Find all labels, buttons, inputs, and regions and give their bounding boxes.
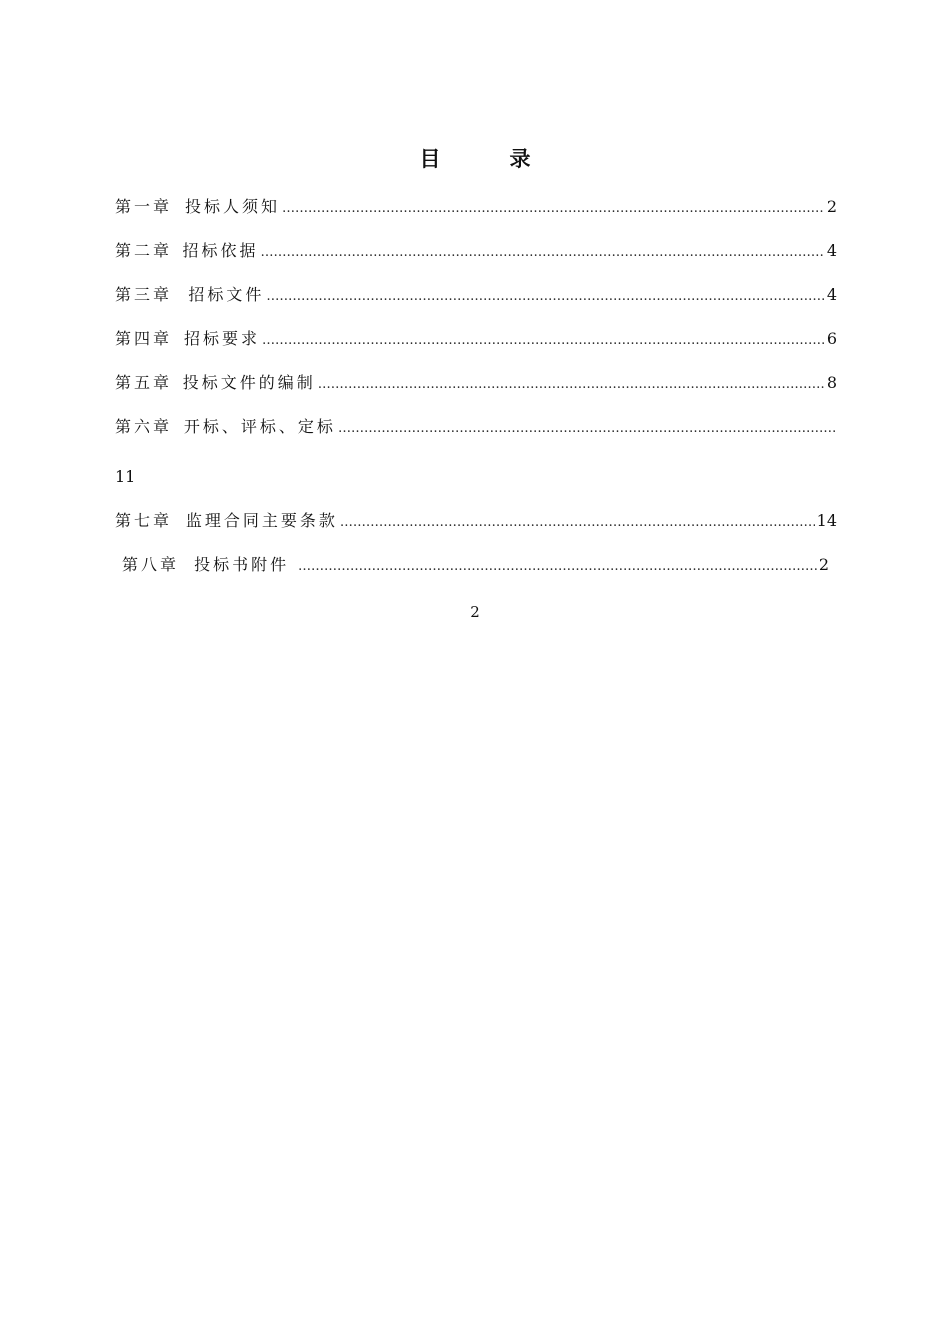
page-number: 2 — [470, 603, 480, 621]
toc-page-number: 4 — [826, 285, 837, 304]
toc-label: 投标人须知 — [184, 197, 280, 216]
toc-page-number: 6 — [826, 329, 837, 348]
toc-chapter: 第八章 — [122, 555, 180, 574]
toc-page-number: 11 — [115, 467, 136, 486]
toc-label: 招标要求 — [183, 329, 260, 348]
toc-chapter: 第一章 — [115, 197, 173, 216]
toc-label: 招标文件 — [188, 285, 265, 304]
toc-chapter: 第三章 — [115, 285, 173, 304]
toc-chapter: 第七章 — [115, 511, 173, 530]
toc-page-number: 8 — [826, 373, 837, 392]
toc-entry[interactable] — [115, 414, 837, 440]
toc-leader-dots — [282, 196, 825, 220]
toc-entry[interactable] — [115, 194, 837, 220]
toc-label: 招标依据 — [182, 241, 259, 260]
toc-page-number: 2 — [818, 555, 829, 574]
toc-leader-dots — [266, 284, 824, 308]
toc-page-number: 4 — [826, 241, 837, 260]
toc-entry[interactable] — [115, 508, 837, 534]
toc-page-number: 14 — [816, 511, 837, 530]
toc-leader-dots — [338, 416, 837, 440]
toc-title: 目 录 — [419, 147, 555, 171]
toc-leader-dots — [318, 372, 825, 396]
toc-page-number: 2 — [826, 197, 837, 216]
toc-chapter: 第五章 — [115, 373, 173, 392]
toc-chapter: 第六章 — [115, 417, 173, 436]
toc-entry[interactable] — [122, 552, 829, 578]
toc-leader-dots — [262, 328, 825, 352]
toc-entry[interactable] — [115, 326, 837, 352]
toc-label: 投标文件的编制 — [182, 373, 316, 392]
toc-entry[interactable] — [115, 370, 837, 396]
toc-label: 开标、评标、定标 — [183, 417, 336, 436]
toc-leader-dots — [340, 510, 815, 534]
toc-label: 投标书附件 — [194, 555, 290, 574]
toc-entry[interactable] — [115, 282, 837, 308]
toc-label: 监理合同主要条款 — [185, 511, 338, 530]
toc-chapter: 第四章 — [115, 329, 173, 348]
toc-leader-dots — [261, 240, 825, 264]
toc-entry[interactable] — [115, 238, 837, 264]
toc-chapter: 第二章 — [115, 241, 173, 260]
toc-leader-dots — [298, 554, 817, 578]
